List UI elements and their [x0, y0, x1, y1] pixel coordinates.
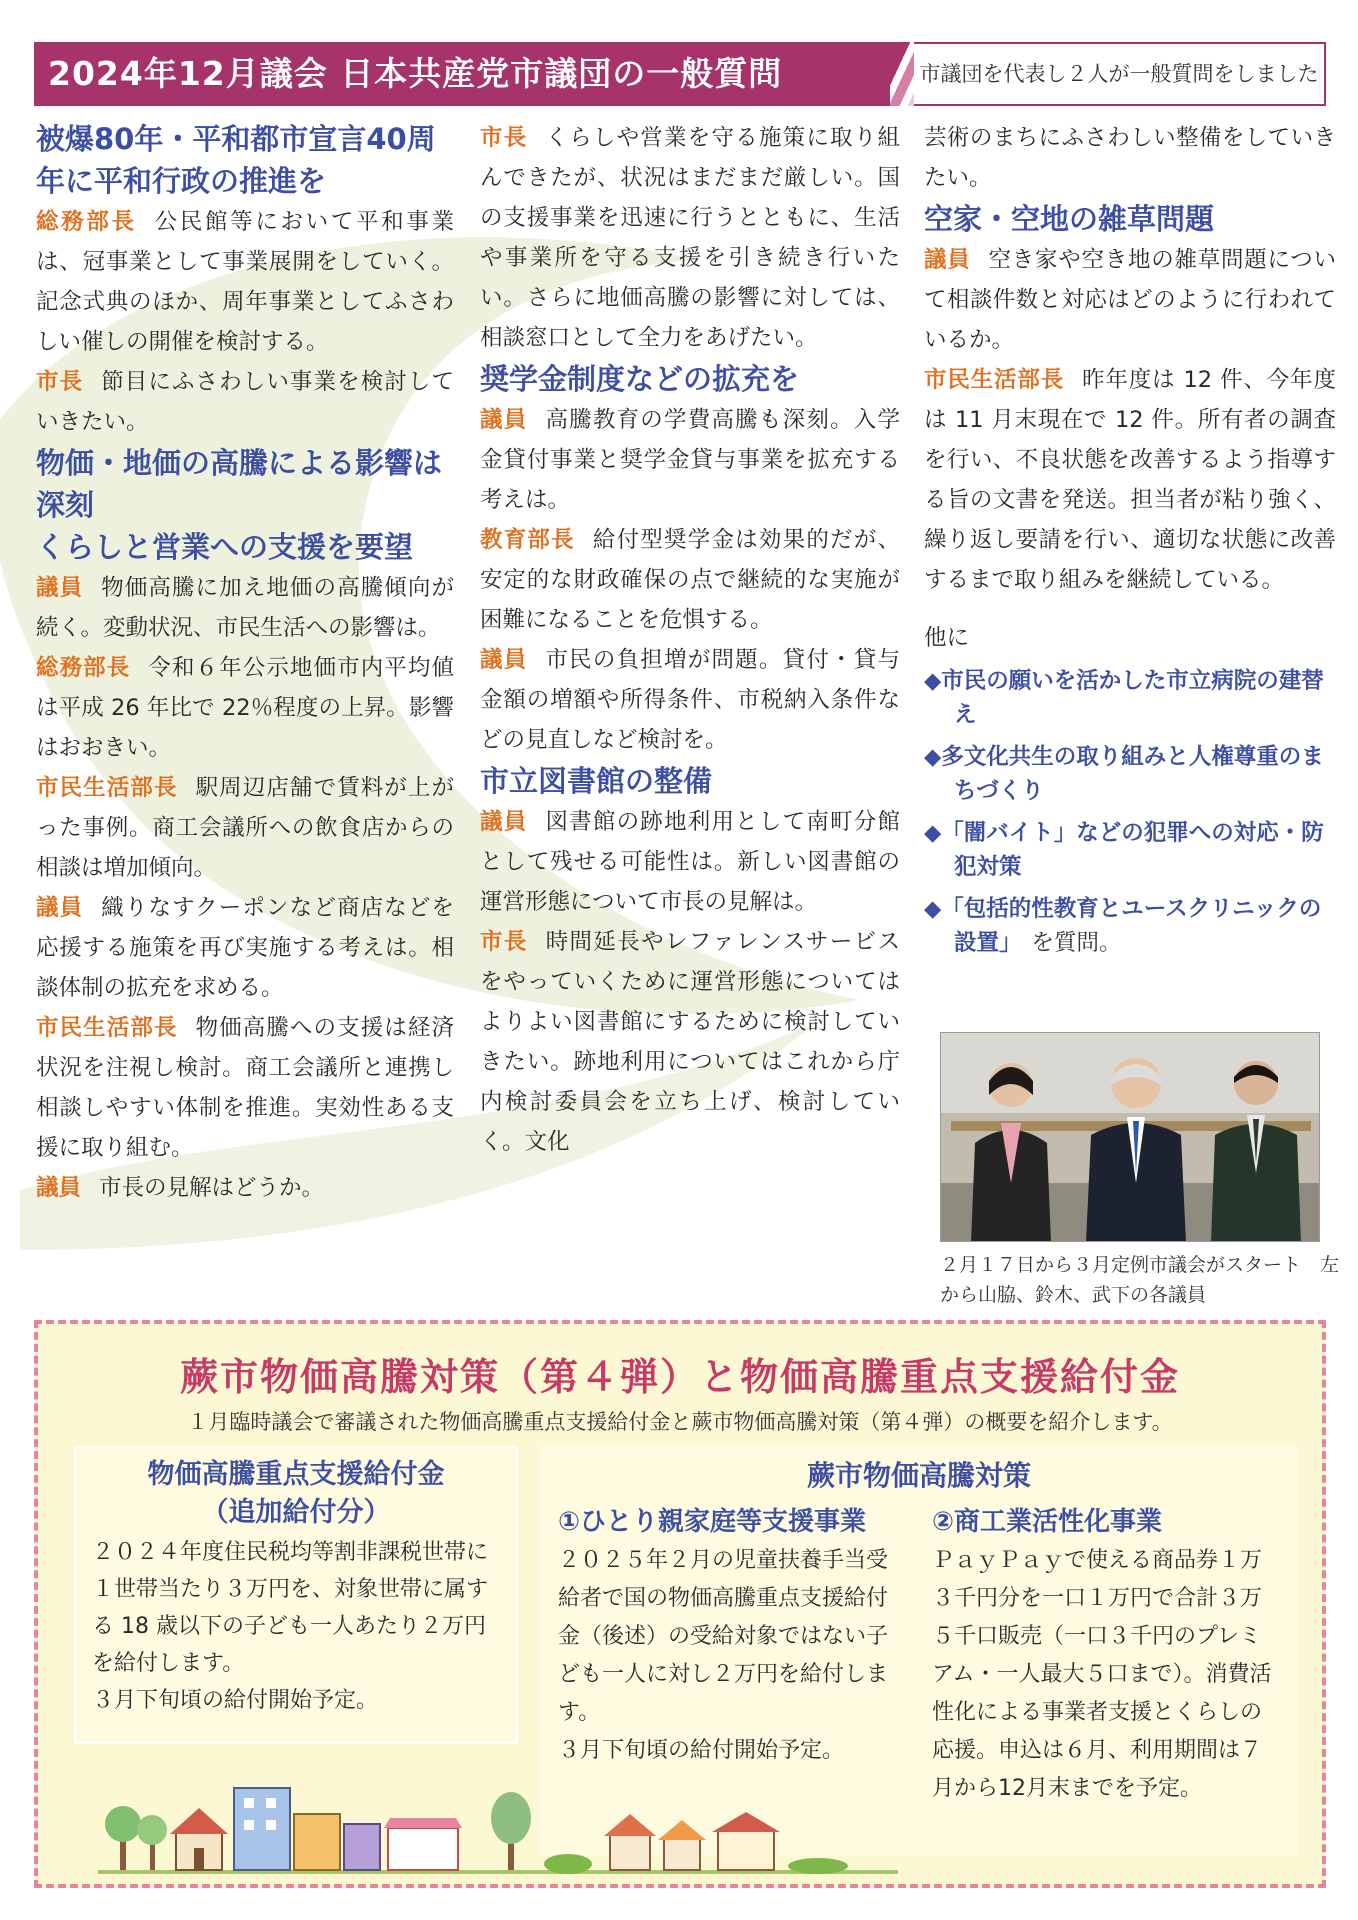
box-subtitle: １月臨時議会で審議された物価高騰重点支援給付金と蕨市物価高騰対策（第４弾）の概要を紹介します。 — [187, 1410, 1173, 1434]
panel-note: ３月下旬頃の給付開始予定。 — [92, 1688, 379, 1713]
panel-title-line2: （追加給付分） — [201, 1497, 391, 1528]
paragraph — [36, 568, 454, 648]
subsection-text: ２０２５年２月の児童扶養手当受給者で国の物価高騰重点支援給付金（後述）の受給対象ではない子ども一人に対し２万円を給付します。 — [558, 1548, 889, 1725]
paragraph-text: 市民の負担増が問題。貸付・貸与金額の増額や所得条件、市税納入条件などの見直しなど検討を。 — [480, 647, 900, 753]
paragraph — [480, 640, 900, 760]
paragraph-text: 公民館等において平和事業は、冠事業として事業展開をしていく。記念式典のほか、周年事業としてふさわしい催しの開催を検討する。 — [36, 209, 454, 355]
panel-title: 蕨市物価高騰対策 — [806, 1459, 1031, 1492]
section-heading: 物価・地価の高騰による影響は深刻 — [36, 446, 443, 522]
single-parent-support — [558, 1502, 908, 1770]
paragraph-text: 給付型奨学金は効果的だが、安定的な財政確保の点で継続的な実施が困難になることを危惧する。 — [480, 527, 900, 633]
section-heading: くらしと営業への支援を要望 — [36, 530, 414, 564]
speaker-label: 市民生活部長 — [36, 775, 178, 801]
speaker-label: 議員 — [36, 895, 84, 921]
header — [34, 42, 1326, 106]
speaker-label: 市長 — [36, 369, 84, 395]
speaker-label: 市民生活部長 — [924, 367, 1065, 393]
commerce-activation — [932, 1502, 1282, 1808]
paragraph — [480, 802, 900, 922]
speaker-label: 市長 — [480, 125, 528, 151]
paragraph-text: 図書館の跡地利用として南町分館として残せる可能性は。新しい図書館の運営形態について市長の見解は。 — [480, 809, 900, 915]
council-members-photo — [940, 1032, 1320, 1242]
subsection-heading: ②商工業活性化事業 — [932, 1507, 1163, 1537]
paragraph-text: 節目にふさわしい事業を検討していきたい。 — [36, 369, 454, 435]
column-3 — [924, 118, 1336, 968]
section-heading: 奨学金制度などの拡充を — [480, 362, 800, 396]
paragraph-text: 昨年度は 12 件、今年度は 11 月末現在で 12 件。所有者の調査を行い、不良状態を改善するよう指導する旨の文書を発送。担当者が粘り強く、繰り返し要請を行い、適切な状態に改善するまで取り組みを継続している。 — [924, 367, 1336, 593]
bullet-item: ◆市民の願いを活かした市立病院の建替え — [924, 668, 1324, 728]
paragraph-text: 織りなすクーポンなど商店などを応援する施策を再び実施する考えは。相談体制の拡充を求める。 — [36, 895, 454, 1001]
speaker-label: 議員 — [924, 247, 971, 273]
paragraph-text: 芸術のまちにふさわしい整備をしていきたい。 — [924, 125, 1336, 191]
speaker-label: 議員 — [480, 407, 528, 433]
paragraph — [36, 648, 454, 768]
speaker-label: 議員 — [480, 647, 528, 673]
people-illustration — [941, 1033, 1320, 1242]
paragraph-text: 駅周辺店舗で賃料が上がった事例。商工会議所への飲食店からの相談は増加傾向。 — [36, 775, 454, 881]
subsection-heading: ①ひとり親家庭等支援事業 — [558, 1507, 867, 1537]
paragraph-text: 物価高騰に加え地価の高騰傾向が続く。変動状況、市民生活への影響は。 — [36, 575, 454, 641]
bullet-text: ◆「包括的性教育とユースクリニックの設置」 — [924, 896, 1322, 956]
speaker-label: 教育部長 — [480, 527, 575, 553]
speaker-label: 議員 — [480, 809, 528, 835]
subsection-note: ３月下旬頃の給付開始予定。 — [558, 1738, 845, 1763]
speaker-label: 総務部長 — [36, 209, 137, 235]
paragraph — [924, 360, 1336, 600]
subsection-text: ＰａｙＰａｙで使える商品券１万３千円分を一口１万円で合計３万５千口販売（一口３千円のプレミアム・一人最大５口まで）。消費活性化による事業者支援とくらしの応援。申込は６月、利用期間は７月から12月末までを予定。 — [932, 1548, 1272, 1801]
support-measures-box — [34, 1320, 1326, 1888]
paragraph — [36, 362, 454, 442]
bullet-tail: を質問。 — [1031, 930, 1122, 956]
paragraph-text: 時間延長やレファレンスサービスをやっていくために運営形態についてはよりよい図書館にするために検討していきたい。跡地利用についてはこれから庁内検討委員会を立ち上げ、検討していく。文化 — [480, 929, 900, 1155]
speaker-label: 市民生活部長 — [36, 1015, 178, 1041]
paragraph — [36, 1008, 454, 1168]
column-2 — [480, 118, 900, 1162]
speaker-label: 議員 — [36, 1175, 82, 1201]
paragraph — [480, 118, 900, 358]
paragraph — [36, 202, 454, 362]
bullet-item: ◆「闇バイト」などの犯罪への対応・防犯対策 — [924, 820, 1324, 880]
paragraph — [480, 400, 900, 520]
paragraph — [36, 1168, 454, 1208]
photo-caption: ２月１７日から３月定例市議会がスタート 左から山脇、鈴木、武下の各議員 — [940, 1254, 1340, 1306]
benefit-panel — [74, 1446, 518, 1744]
paragraph — [924, 240, 1336, 360]
bullet-item: ◆多文化共生の取り組みと人権尊重のまちづくり — [924, 744, 1324, 804]
paragraph — [36, 768, 454, 888]
paragraph — [480, 520, 900, 640]
paragraph-text: 物価高騰への支援は経済状況を注視し検討。商工会議所と連携し相談しやすい体制を推進。実効性ある支援に取り組む。 — [36, 1015, 454, 1161]
panel-title-line1: 物価高騰重点支援給付金 — [147, 1459, 445, 1490]
column-1 — [36, 118, 454, 1208]
section-heading: 被爆80年・平和都市宣言40周年に平和行政の推進を — [36, 122, 436, 198]
speaker-label: 議員 — [36, 575, 84, 601]
section-heading: 市立図書館の整備 — [480, 764, 713, 798]
section-heading: 空家・空地の雑草問題 — [924, 202, 1215, 236]
town-illustration — [98, 1784, 898, 1874]
other-label: 他に — [924, 625, 970, 651]
paragraph-text: 高騰教育の学費高騰も深刻。入学金貸付事業と奨学金貸与事業を拡充する考えは。 — [480, 407, 900, 513]
paragraph-text: 令和６年公示地価市内平均値は平成 26 年比で 22％程度の上昇。影響はおおきい。 — [36, 655, 454, 761]
paragraph-text: 空き家や空き地の雑草問題について相談件数と対応はどのように行われているか。 — [924, 247, 1336, 353]
header-subtitle: 市議団を代表し２人が一般質問をしました — [914, 42, 1326, 106]
paragraph-text: 市長の見解はどうか。 — [99, 1175, 325, 1201]
box-title: 蕨市物価高騰対策（第４弾）と物価高騰重点支援給付金 — [179, 1355, 1180, 1399]
bullet-item — [924, 892, 1336, 960]
panel-text: ２０２４年度住民税均等割非課税世帯に１世帯当たり３万円を、対象世帯に属する 18 歳以下の子ども一人あたり２万円を給付します。 — [92, 1540, 489, 1676]
speaker-label: 市長 — [480, 929, 528, 955]
paragraph-text: くらしや営業を守る施策に取り組んできたが、状況はまだまだ厳しい。国の支援事業を迅速に行うとともに、生活や事業所を守る支援を引き続き行いたい。さらに地価高騰の影響に対しては、相談窓口として全力をあげたい。 — [480, 125, 900, 351]
panel-title — [76, 1456, 516, 1532]
paragraph — [480, 922, 900, 1162]
speaker-label: 総務部長 — [36, 655, 131, 681]
page-title: 2024年12月議会 日本共産党市議団の一般質問 — [34, 42, 904, 106]
paragraph — [36, 888, 454, 1008]
